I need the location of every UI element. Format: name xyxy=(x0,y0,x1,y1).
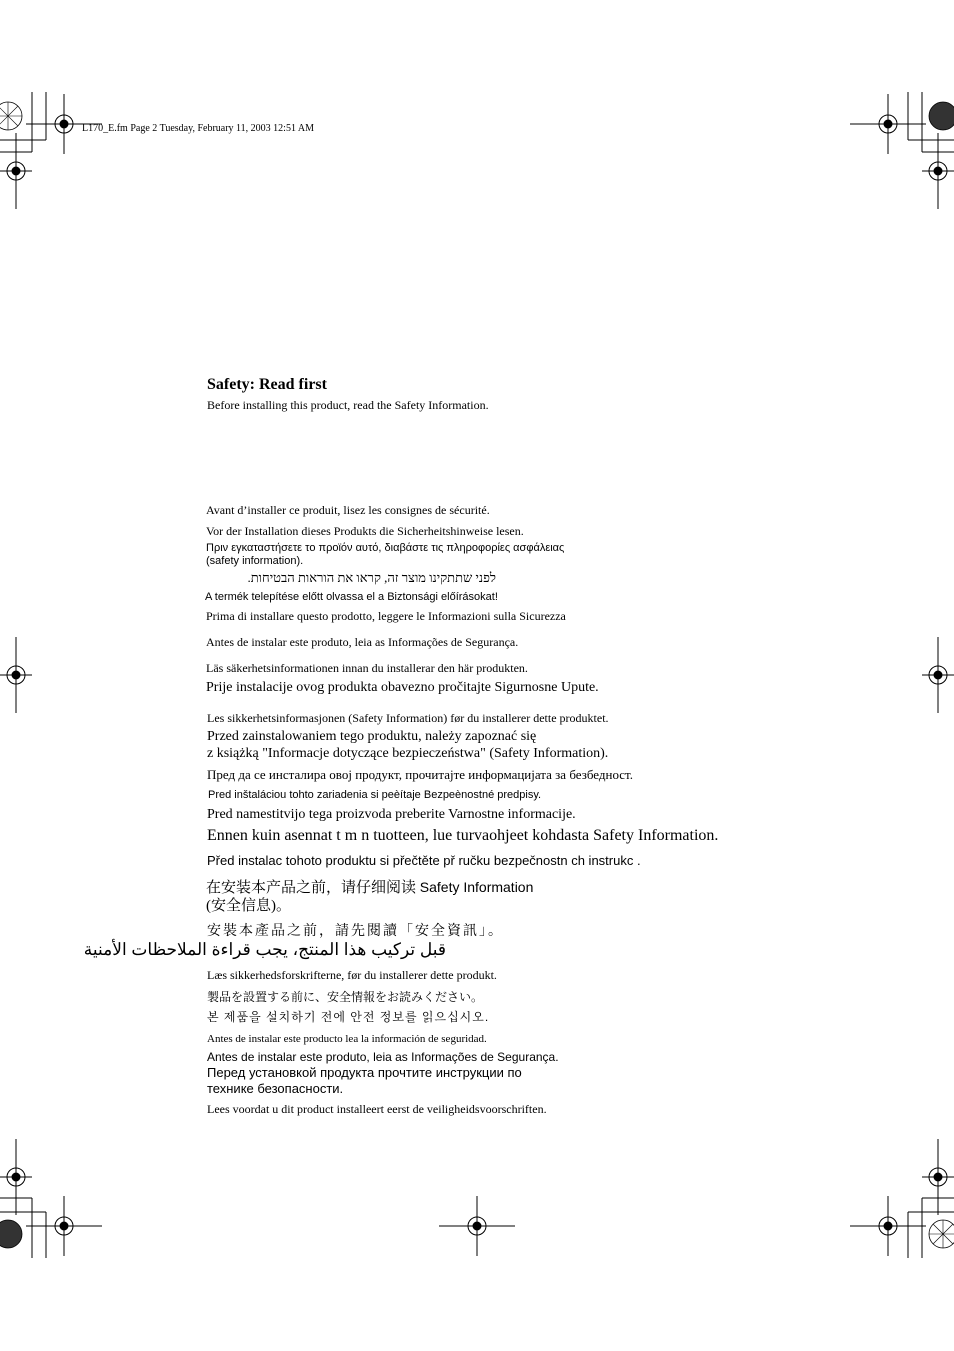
notice-greek: Πριν εγκαταστήσετε το προϊόν αυτό, διαβάστε τις πληροφορίες ασφάλειας xyxy=(206,542,565,554)
notice-chinese-simplified-text: 在安装本产品之前，请仔细阅读 xyxy=(206,880,417,896)
notice-greek-continued: (safety information). xyxy=(206,555,304,567)
notice-swedish: Läs säkerhetsinformationen innan du installerar den här produkten. xyxy=(206,661,528,675)
notice-czech: Před instalac tohoto produktu si přečtěte př ručku bezpečnostn ch instrukc . xyxy=(207,853,641,868)
notice-macedonian: Пред да се инсталира овој продукт, прочитајте информацијата за безбедност. xyxy=(207,767,633,782)
notice-dutch: Lees voordat u dit product installeert eerst de veiligheidsvoorschriften. xyxy=(207,1102,547,1116)
notice-italian: Prima di installare questo prodotto, leggere le Informazioni sulla Sicurezza xyxy=(206,609,566,623)
notice-arabic: قبل تركيب هذا المنتج، يجب قراءة الملاحظات الأمنية xyxy=(83,940,446,959)
notice-portuguese-brazil: Antes de instalar este produto, leia as Informações de Segurança. xyxy=(207,1050,559,1064)
notice-spanish: Antes de instalar este producto lea la información de seguridad. xyxy=(207,1033,487,1045)
notice-finnish: Ennen kuin asennat t m n tuotteen, lue turvaohjeet kohdasta Safety Information. xyxy=(207,827,719,844)
notice-slovak: Pred inštaláciou tohto zariadenia si peèítaje Bezpeènostné predpisy. xyxy=(208,789,542,801)
notice-slovenian: Pred namestitvijo tega proizvoda preberite Varnostne informacije. xyxy=(207,807,576,822)
notice-japanese: 製品を設置する前に、安全情報をお読みください。 xyxy=(207,990,484,1004)
notice-russian: Перед установкой продукта прочтите инструкции по xyxy=(207,1065,522,1080)
notice-russian-continued: технике безопасности. xyxy=(207,1081,344,1096)
notice-polish-continued: z książką "Informacje dotyczące bezpieczeństwa" (Safety Information). xyxy=(207,746,609,761)
notice-french: Avant d’installer ce produit, lisez les consignes de sécurité. xyxy=(206,503,490,517)
notice-chinese-simplified-continued: (安全信息)。 xyxy=(206,898,291,914)
notice-polish: Przed zainstalowaniem tego produktu, należy zapoznać się xyxy=(207,729,537,744)
notice-chinese-traditional: 安裝本產品之前，請先閱讀「安全資訊」。 xyxy=(207,924,504,939)
notice-norwegian: Les sikkerhetsinformasjonen (Safety Information) før du installerer dette produktet. xyxy=(207,711,609,725)
notice-korean: 본 제품을 설치하기 전에 안전 정보를 읽으십시오. xyxy=(207,1010,490,1024)
notice-hebrew: לפני שתתקינו מוצר זה, קראו את הוראות הבטיחות. xyxy=(247,570,496,585)
notice-danish: Læs sikkerhedsforskrifterne, før du installerer dette produkt. xyxy=(207,968,497,982)
notice-croatian: Prije instalacije ovog produkta obavezno pročitajte Sigurnosne Upute. xyxy=(206,680,599,695)
intro-text: Before installing this product, read the Safety Information. xyxy=(207,398,489,412)
page-header: L170_E.fm Page 2 Tuesday, February 11, 2003 12:51 AM xyxy=(82,123,315,134)
notice-hungarian: A termék telepítése előtt olvassa el a Biztonsági előírásokat! xyxy=(205,591,498,603)
notice-portuguese: Antes de instalar este produto, leia as Informações de Segurança. xyxy=(206,635,519,649)
notice-chinese-simplified-en: Safety Information xyxy=(419,879,534,895)
notice-german: Vor der Installation dieses Produkts die Sicherheitshinweise lesen. xyxy=(206,524,524,538)
page-title: Safety: Read first xyxy=(207,376,327,393)
